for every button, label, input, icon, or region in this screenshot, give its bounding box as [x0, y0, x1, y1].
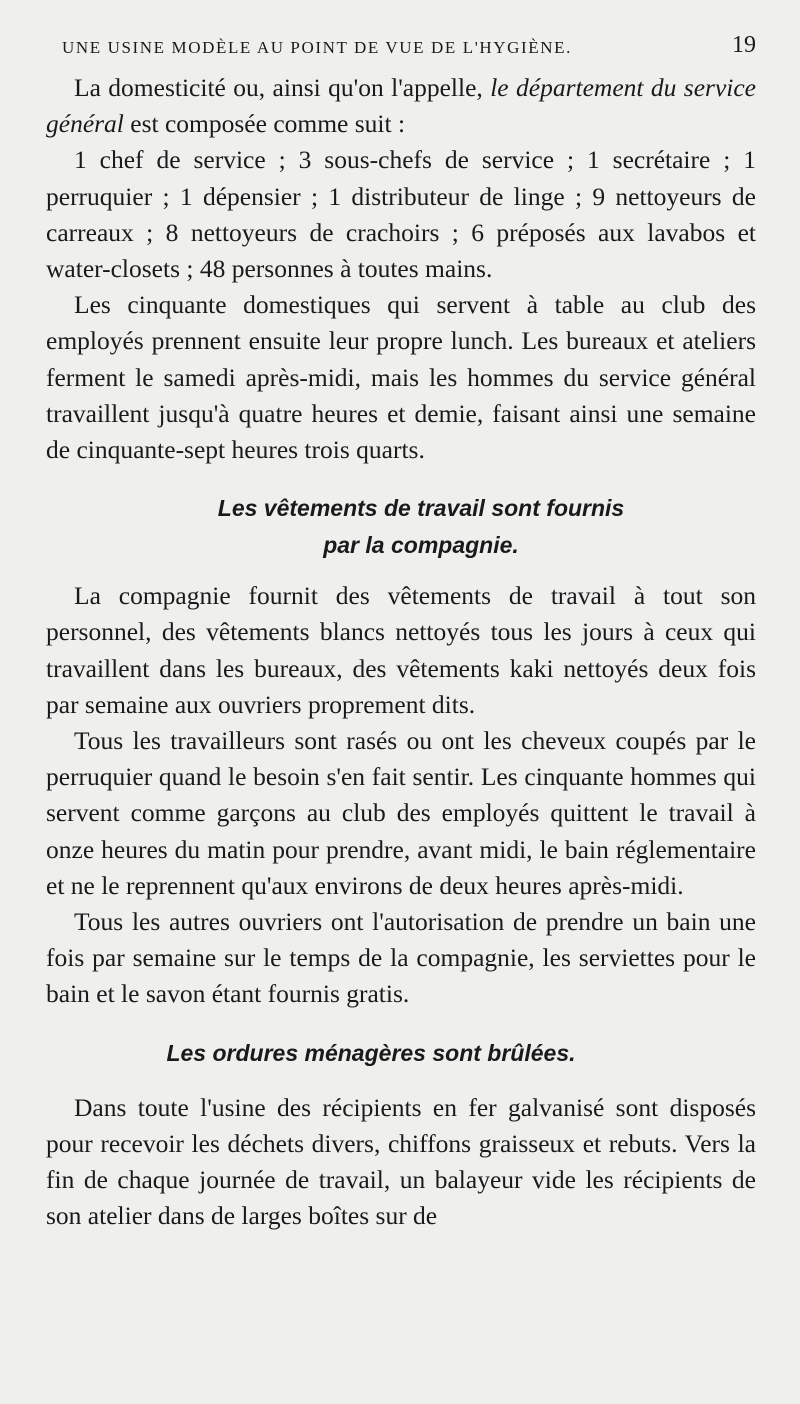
running-head-title: UNE USINE MODÈLE AU POINT DE VUE DE L'HYGIÈNE.	[62, 38, 572, 57]
paragraph-text: est composée comme suit :	[123, 109, 406, 139]
paragraph: Tous les travailleurs sont rasés ou ont les cheveux coupés par le perruquier quand le besoin s'en fait sentir. Les cinquante hommes qui servent comme garçons au club des employés quittent le travail à onze heures du matin pour prendre, avant midi, le bain réglementaire et ne le reprennent qu'aux environs de deux heures après-midi.	[46, 726, 756, 900]
paragraph: Tous les autres ouvriers ont l'autorisation de prendre un bain une fois par semaine sur le temps de la compagnie, les serviettes pour le bain et le savon étant fournis gratis.	[46, 907, 756, 1009]
paragraph: La compagnie fournit des vêtements de travail à tout son personnel, des vêtements blancs nettoyés tous les jours à ceux qui travaillent dans les bureaux, des vêtements kaki nettoyés deux fois par semaine aux ouvriers proprement dits.	[46, 581, 756, 719]
paragraph-text: La domesticité ou, ainsi qu'on l'appelle,	[74, 73, 491, 102]
section-heading-line: par la compagnie.	[323, 532, 519, 559]
page-number: 19	[732, 32, 756, 58]
section-heading-line: Les vêtements de travail sont fournis	[217, 495, 625, 522]
paragraph	[46, 70, 756, 142]
paragraph: 1 chef de service ; 3 sous-chefs de service ; 1 secrétaire ; 1 perruquier ; 1 dépensier ; 1 distributeur de linge ; 9 nettoyeurs de carreaux ; 8 nettoyeurs de crachoirs ; 6 préposés aux lavabos et water-closets ; 48 personnes à toutes mains.	[46, 145, 756, 284]
section-heading	[46, 490, 756, 564]
section-heading: Les ordures ménagères sont brûlées.	[166, 1039, 576, 1066]
running-head	[62, 32, 756, 70]
italic-term: le département du service général	[46, 73, 756, 139]
page-body	[46, 70, 756, 1234]
paragraph: Dans toute l'usine des récipients en fer galvanisé sont disposés pour recevoir les déchets divers, chiffons graisseux et rebuts. Vers la fin de chaque journée de travail, un balayeur vide les récipients de son atelier dans de larges boîtes sur de	[46, 1092, 756, 1231]
paragraph: Les cinquante domestiques qui servent à table au club des employés prennent ensuite leur propre lunch. Les bureaux et ateliers ferment le samedi après-midi, mais les hommes du service général travaillent jusqu'à quatre heures et demie, faisant ainsi une semaine de cinquante-sept heures trois quarts.	[46, 290, 756, 465]
